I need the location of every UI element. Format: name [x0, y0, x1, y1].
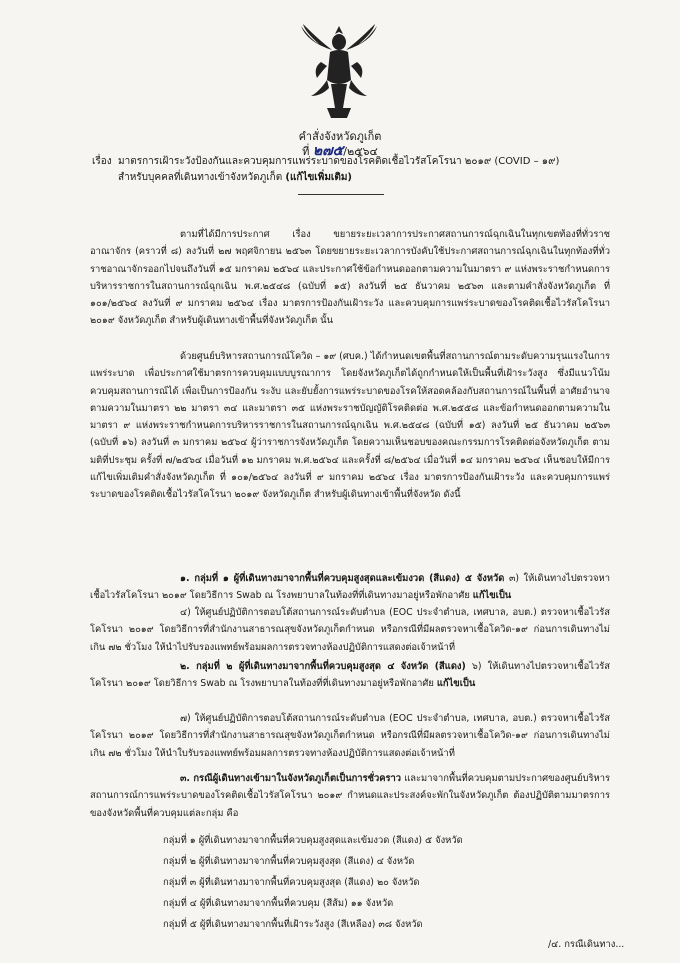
group-list-item: กลุ่มที่ ๓ ผู้ที่เดินทางมาจากพื้นที่ควบคุมสูงสุด (สีแดง) ๒๐ จังหวัด [163, 877, 420, 888]
order-number-prefix: ที่ [302, 145, 310, 158]
group-2-heading: ๒. กลุ่มที่ ๒ ผู้ที่เดินทางมาจากพื้นที่ควบคุมสูงสุด ๔ จังหวัด (สีแดง) [180, 661, 466, 672]
group-2-item-6: ๖) ให้เดินทางไปตรวจหาเชื้อไวรัสโคโรนา ๒๐๑๙ โดยวิธีการ Swab ณ โรงพยาบาลในท้องที่ที่เดินทางมาอยู่หรือพักอาศัย [90, 661, 611, 690]
group-1-section [90, 570, 610, 605]
order-number-suffix: /๒๕๖๔ [343, 145, 378, 158]
group-3-section [90, 770, 610, 822]
group-1-item-3: ๓) ให้เดินทางไปตรวจหาเชื้อไวรัสโคโรนา ๒๐๑๙ โดยวิธีการ Swab ณ โรงพยาบาลในท้องที่ที่เดินทางมาอยู่หรือพักอาศัย [90, 573, 610, 602]
subject-label: เรื่อง [92, 156, 112, 167]
order-number-handwritten: ๒๗๕ [312, 143, 344, 159]
group-list-item: กลุ่มที่ ๒ ผู้ที่เดินทางมาจากพื้นที่ควบคุมสูงสุด (สีแดง) ๔ จังหวัด [163, 856, 415, 867]
group-1-fix-label: แก้ไขเป็น [472, 590, 512, 602]
garuda-emblem-icon [297, 22, 381, 122]
group-1-item-4: ๔) ให้ศูนย์ปฏิบัติการตอบโต้สถานการณ์ระดับตำบล (EOC ประจำตำบล, เทศบาล, อบต.) ตรวจหาเชื้อไวรัสโคโรนา ๒๐๑๙ โดยวิธีการที่สำนักงานสาธารณสุขจังหวัดภูเก็ตกำหนด หรือกรณีที่มีผลตรวจหาเชื้อโควิด-๑๙ ก่อนการเดินทางไม่เกิน ๗๒ ชั่วโมง ให้นำไปรับรองแพทย์พร้อมผลการตรวจทางห้องปฏิบัติการแสดงต่อเจ้าหน้าที่ [90, 607, 610, 653]
group-3-heading: ๓. กรณีผู้เดินทางเข้ามาในจังหวัดภูเก็ตเป็นการชั่วคราว [180, 773, 402, 784]
subject-line-1: มาตรการเฝ้าระวังป้องกันและควบคุมการแพร่ระบาดของโรคติดเชื้อไวรัสโคโรนา ๒๐๑๙ (COVID – ๑๙) [118, 156, 560, 167]
paragraph-1: ตามที่ได้มีการประกาศ เรื่อง ขยายระยะเวลาการประกาศสถานการณ์ฉุกเฉินในทุกเขตท้องที่ทั่วราชอาณาจักร (คราวที่ ๘) ลงวันที่ ๒๗ พฤศจิกายน ๒๕๖๓ โดยขยายระยะเวลาการบังคับใช้ประกาศสถานการณ์ฉุกเฉินในทุกท้องที่ทั่วราชอาณาจักรออกไปจนถึงวันที่ ๑๕ มกราคม ๒๕๖๔ และประกาศใช้ข้อกำหนดออกตามความในมาตรา ๙ แห่งพระราชกำหนดการบริหารราชการในสถานการณ์ฉุกเฉิน พ.ศ.๒๕๔๘ (ฉบับที่ ๑๕) ลงวันที่ ๒๕ ธันวาคม ๒๕๖๓ และตามคำสั่งจังหวัดภูเก็ต ที่ ๑๐๑/๒๕๖๔ ลงวันที่ ๙ มกราคม ๒๕๖๔ เรื่อง มาตรการป้องกันเฝ้าระวัง และควบคุมการแพร่ระบาดของโรคติดเชื้อไวรัสโคโรนา ๒๐๑๙ จังหวัดภูเก็ต สำหรับผู้เดินทางเข้าพื้นที่จังหวัดภูเก็ต นั้น [90, 229, 610, 327]
group-3-text: และมาจากพื้นที่ควบคุมตามประกาศของศูนย์บริหารสถานการณ์การแพร่ระบาดของโรคติดเชื้อไวรัสโคโรนา ๒๐๑๙ กำหนดและประสงค์จะพักในจังหวัดภูเก็ต ต้องปฏิบัติตามมาตรการของจังหวัดพื้นที่ควบคุมแต่ละกลุ่ม คือ [90, 773, 611, 819]
group-1-heading: ๑. กลุ่มที่ ๑ ผู้ที่เดินทางมาจากพื้นที่ควบคุมสูงสุดและเข้มงวด (สีแดง) ๕ จังหวัด [180, 573, 505, 584]
group-list-item: กลุ่มที่ ๕ ผู้ที่เดินทางมาจากพื้นที่เฝ้าระวังสูง (สีเหลือง) ๓๘ จังหวัด [163, 919, 423, 930]
group-list-item: กลุ่มที่ ๔ ผู้ที่เดินทางมาจากพื้นที่ควบคุม (สีส้ม) ๑๑ จังหวัด [163, 898, 394, 909]
subject-line-2: สำหรับบุคคลที่เดินทางเข้าจังหวัดภูเก็ต [118, 172, 283, 183]
continuation-note: /๔. กรณีเดินทาง... [548, 939, 625, 950]
order-title: คำสั่งจังหวัดภูเก็ต [298, 130, 382, 143]
subject-block [92, 154, 612, 186]
group-2-section [90, 658, 610, 693]
paragraph-2: ด้วยศูนย์บริหารสถานการณ์โควิด – ๑๙ (ศบค.) ได้กำหนดเขตพื้นที่สถานการณ์ตามระดับความรุนแรงในการแพร่ระบาด เพื่อประกาศใช้มาตรการควบคุมแบบบูรณาการ โดยจังหวัดภูเก็ตได้ถูกกำหนดให้เป็นพื้นที่เฝ้าระวังสูง ซึ่งมีแนวโน้มควบคุมสถานการณ์ได้ เพื่อเป็นการป้องกัน ระงับ และยับยั้งการแพร่ระบาดของโรคให้สอดคล้องกับสถานการณ์ในพื้นที่ อาศัยอำนาจตามความในมาตรา ๒๒ มาตรา ๓๔ และมาตรา ๓๕ แห่งพระราชบัญญัติโรคติดต่อ พ.ศ.๒๕๕๘ และข้อกำหนดออกตามความในมาตรา ๙ แห่งพระราชกำหนดการบริหารราชการในสถานการณ์ฉุกเฉิน พ.ศ.๒๕๔๘ (ฉบับที่ ๑๕) ลงวันที่ ๒๕ ธันวาคม ๒๕๖๓ (ฉบับที่ ๑๖) ลงวันที่ ๓ มกราคม ๒๕๖๔ ผู้ว่าราชการจังหวัดภูเก็ต โดยความเห็นชอบของคณะกรรมการโรคติดต่อจังหวัดภูเก็ต ตามมติที่ประชุม ครั้งที่ ๗/๒๕๖๔ เมื่อวันที่ ๑๒ มกราคม พ.ศ.๒๕๖๔ และครั้งที่ ๘/๒๕๖๔ เมื่อวันที่ ๑๔ มกราคม ๒๕๖๔ เห็นชอบให้มีการแก้ไขเพิ่มเติมคำสั่งจังหวัดภูเก็ต ที่ ๑๐๑/๒๕๖๔ ลงวันที่ ๙ มกราคม ๒๕๖๔ เรื่อง มาตรการป้องกันเฝ้าระวัง และควบคุมการแพร่ระบาดของโรคติดเชื้อไวรัสโคโรนา ๒๐๑๙ จังหวัดภูเก็ต สำหรับผู้เดินทางเข้าพื้นที่จังหวัด ดังนี้ [90, 351, 610, 501]
group-2-item-7: ๗) ให้ศูนย์ปฏิบัติการตอบโต้สถานการณ์ระดับตำบล (EOC ประจำตำบล, เทศบาล, อบต.) ตรวจหาเชื้อไวรัสโคโรนา ๒๐๑๙ โดยวิธีการที่สำนักงานสาธารณสุขจังหวัดภูเก็ตกำหนด หรือกรณีที่มีผลตรวจหาเชื้อโควิด-๑๙ ก่อนการเดินทางไม่เกิน ๗๒ ชั่วโมง ให้นำใบรับรองแพทย์พร้อมผลการตรวจทางห้องปฏิบัติการแสดงต่อเจ้าหน้าที่ [90, 713, 610, 759]
group-list-item: กลุ่มที่ ๑ ผู้ที่เดินทางมาจากพื้นที่ควบคุมสูงสุดและเข้มงวด (สีแดง) ๕ จังหวัด [163, 835, 463, 846]
subject-amended: (แก้ไขเพิ่มเติม) [285, 172, 352, 183]
divider-line [298, 194, 384, 195]
group-2-fix-label: แก้ไขเป็น [436, 678, 476, 690]
